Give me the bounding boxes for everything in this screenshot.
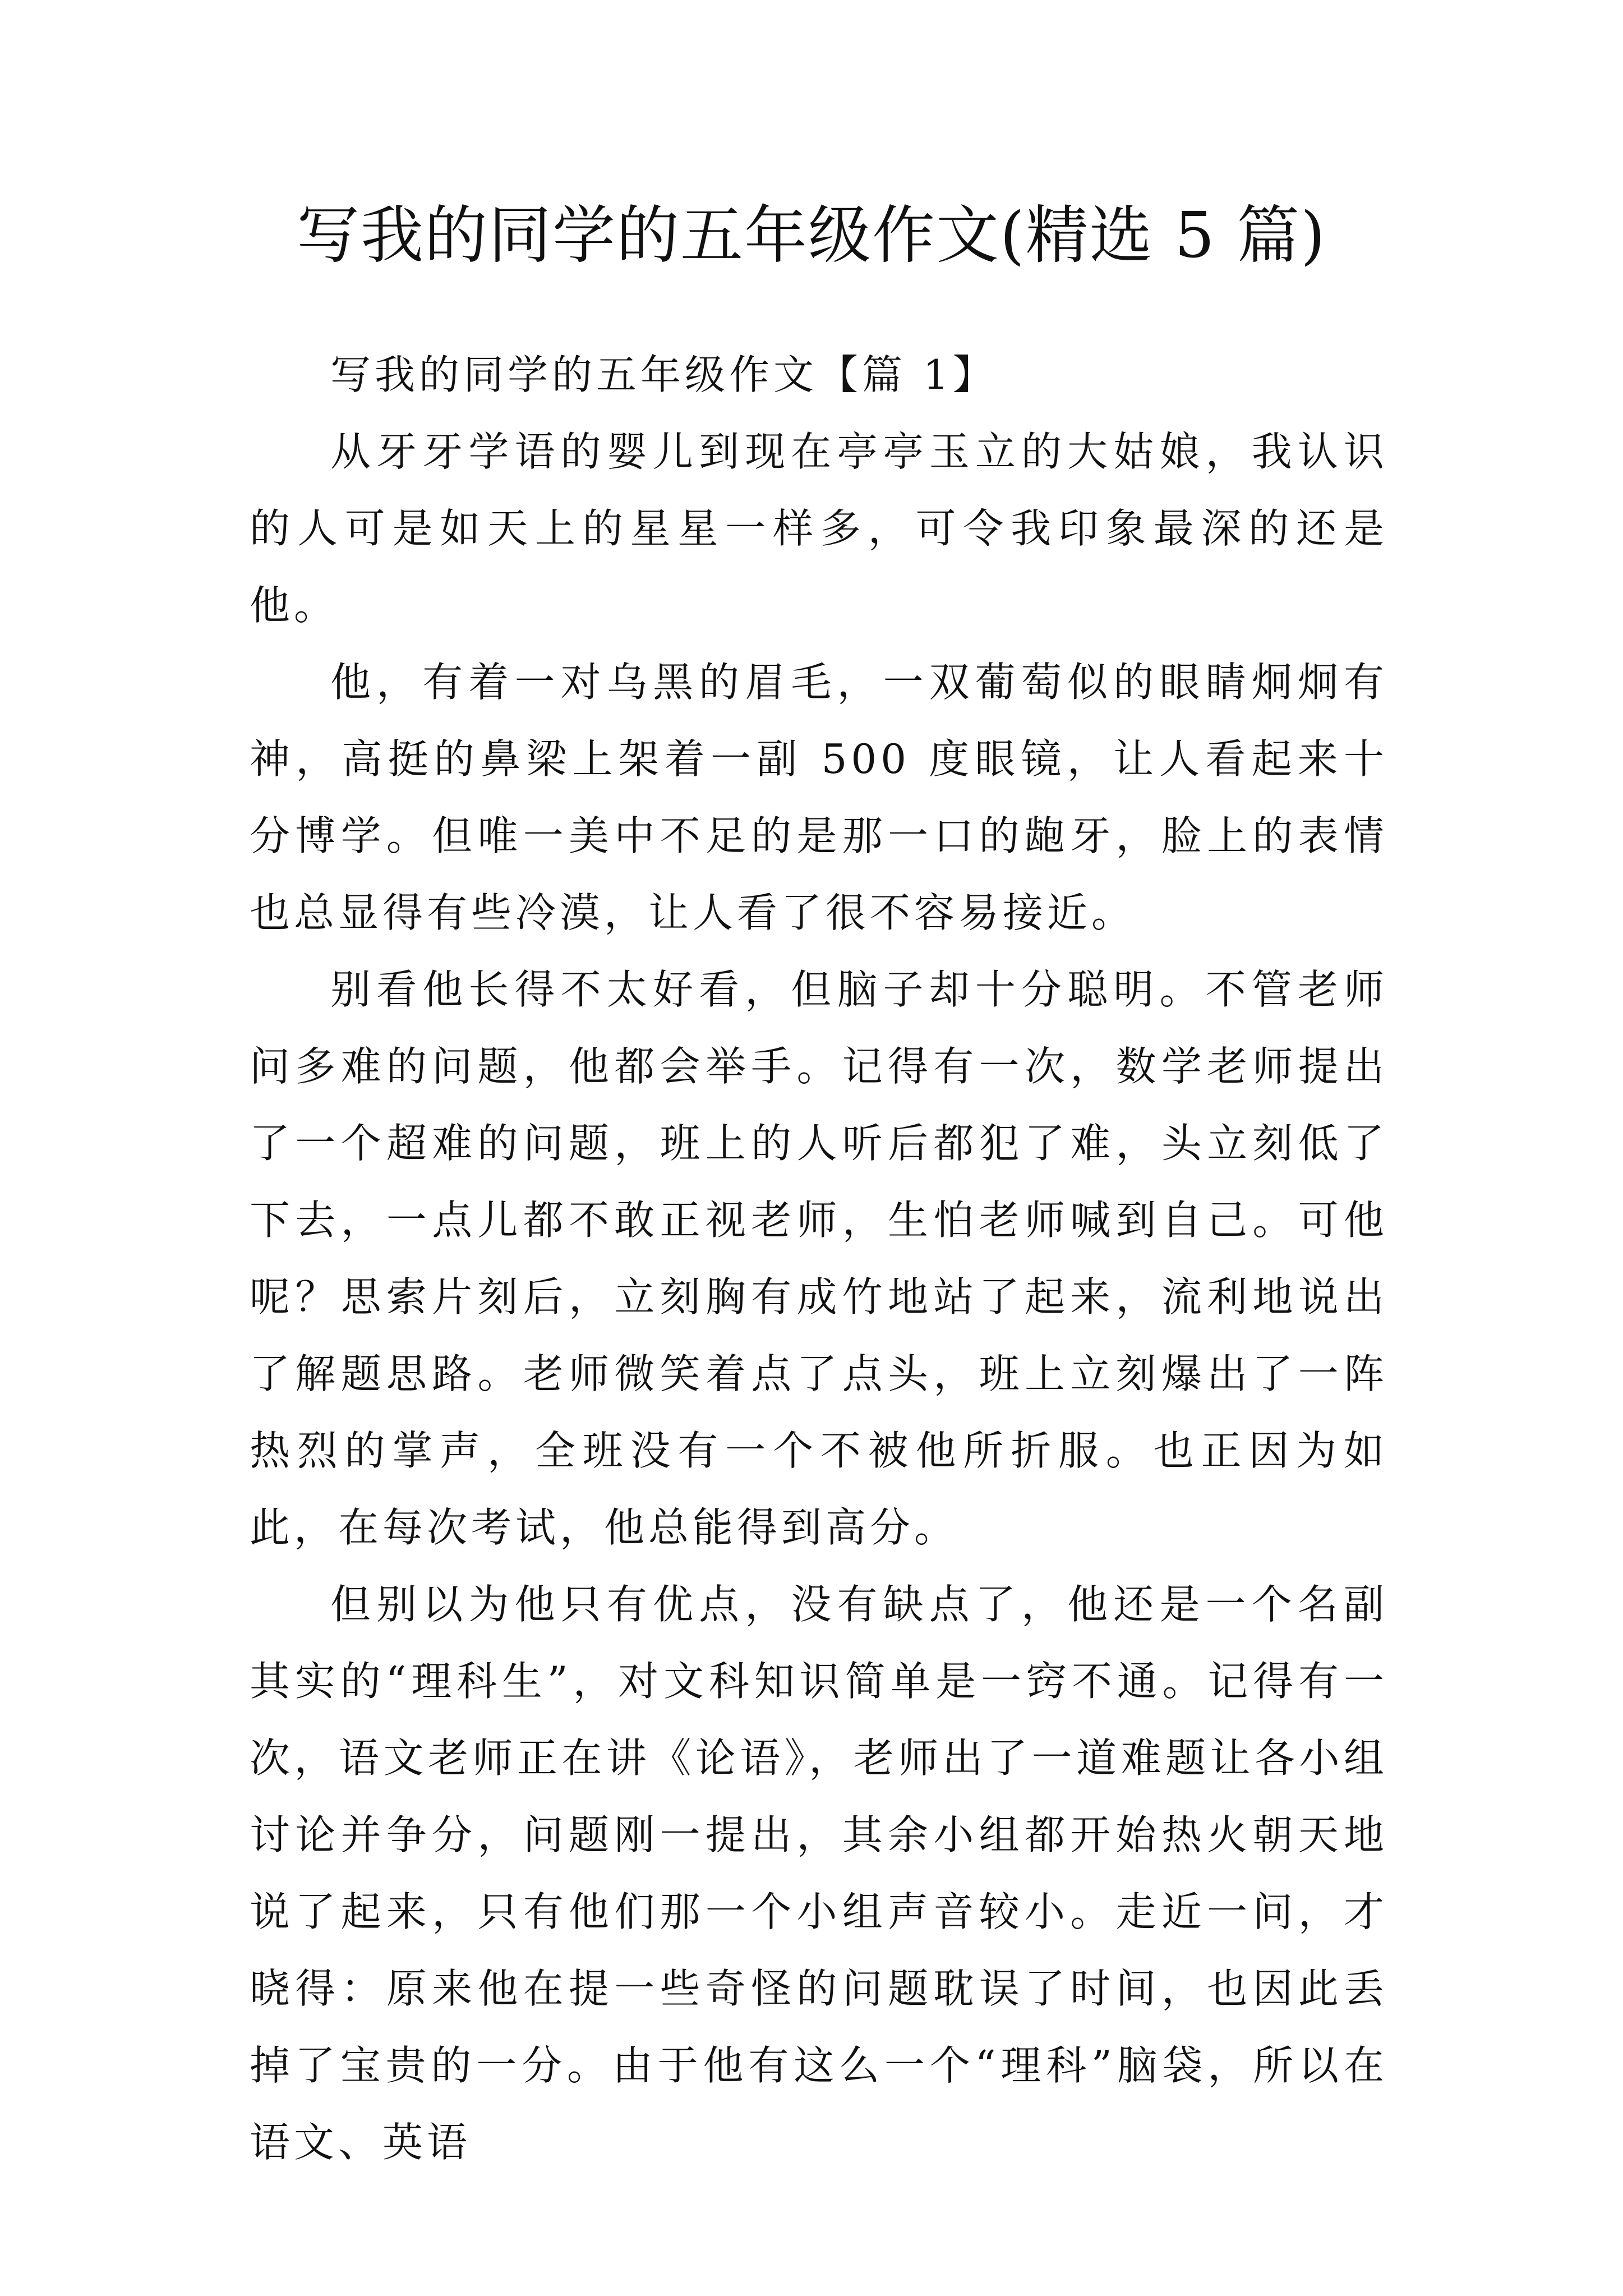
paragraph: 但别以为他只有优点，没有缺点了，他还是一个名副其实的“理科生”，对文科知识简单是一窍不通。记得有一次，语文老师正在讲《论语》，老师出了一道难题让各小组讨论并争分，问题刚一提出，其余小组都开始热火朝天地说了起来，只有他们那一个小组声音较小。走近一问，才晓得：原来他在提一些奇怪的问题耽误了时间，也因此丢掉了宝贵的一分。由于他有这么一个“理科”脑袋，所以在语文、英语 xyxy=(250,1581,1388,2166)
document-title: 写我的同学的五年级作文(精选 5 篇) xyxy=(297,199,1326,272)
paragraph: 别看他长得不太好看，但脑子却十分聪明。不管老师问多难的问题，他都会举手。记得有一次，数学老师提出了一个超难的问题，班上的人听后都犯了难，头立刻低了下去，一点儿都不敢正视老师，生怕老师喊到自己。可他呢？思索片刻后，立刻胸有成竹地站了起来，流利地说出了解题思路。老师微笑着点了点头，班上立刻爆出了一阵热烈的掌声，全班没有一个不被他所折服。也正因为如此，在每次考试，他总能得到高分。 xyxy=(250,966,1388,1551)
paragraph: 从牙牙学语的婴儿到现在亭亭玉立的大姑娘，我认识的人可是如天上的星星一样多，可令我印象最深的还是他。 xyxy=(250,428,1388,629)
document-body xyxy=(250,337,1388,2181)
section-heading: 写我的同学的五年级作文【篇 1】 xyxy=(330,351,997,398)
paragraph: 他，有着一对乌黑的眉毛，一双葡萄似的眼睛炯炯有神，高挺的鼻梁上架着一副 500 度眼镜，让人看起来十分博学。但唯一美中不足的是那一口的龅牙，脸上的表情也总显得有些冷漠，让人看了很不容易接近。 xyxy=(250,659,1388,936)
